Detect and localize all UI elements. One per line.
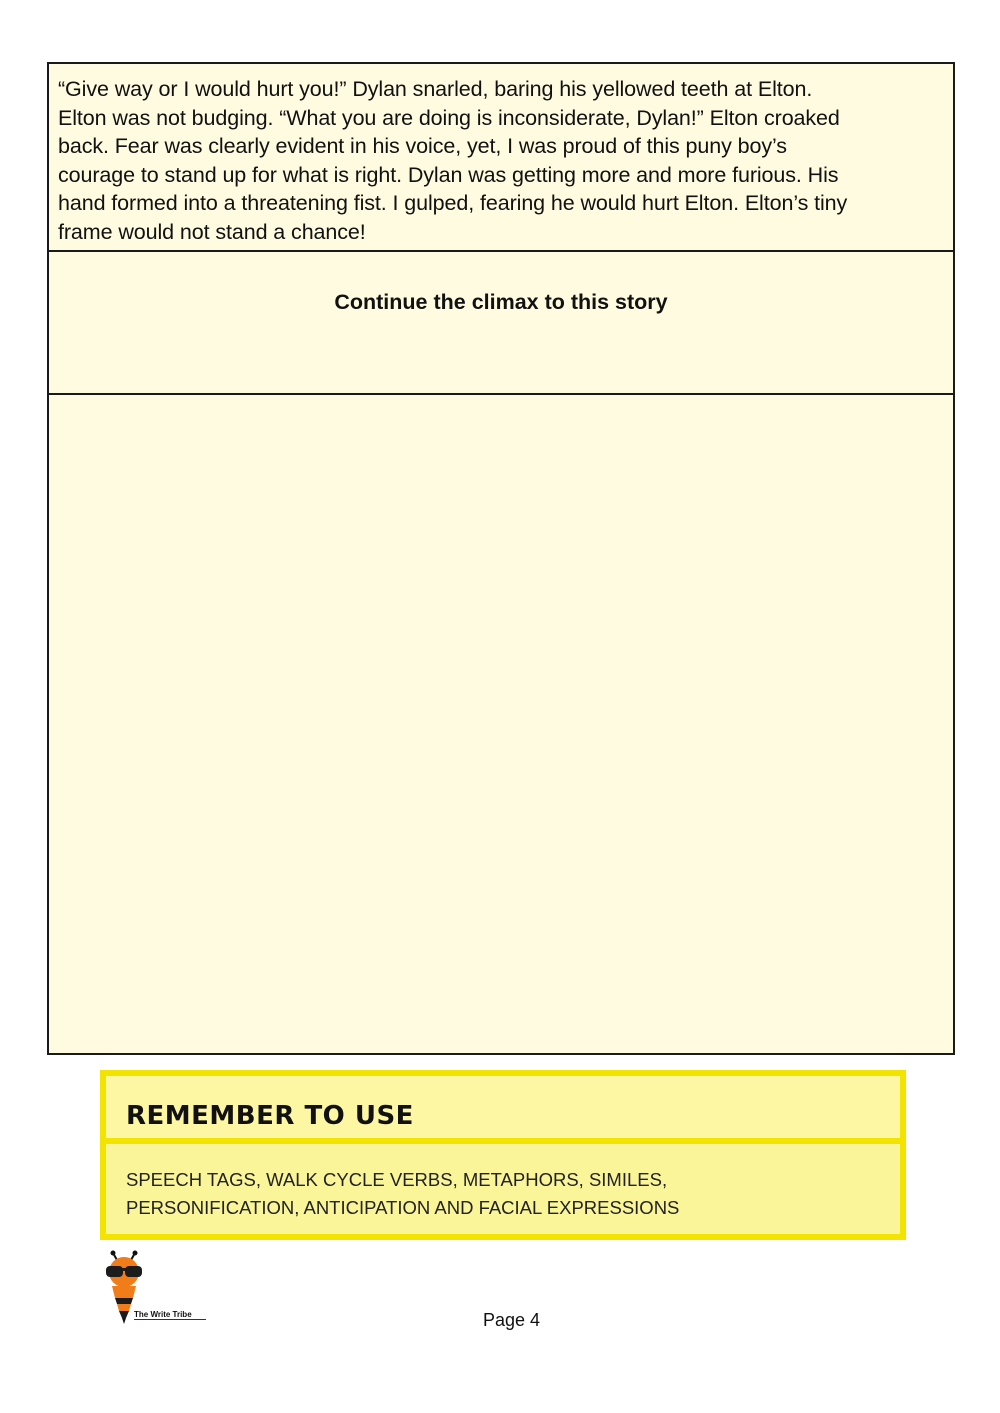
- remember-list: [126, 1166, 679, 1222]
- story-line: courage to stand up for what is right. Dylan was getting more and more furious. His: [58, 162, 839, 187]
- story-line: “Give way or I would hurt you!” Dylan snarled, baring his yellowed teeth at Elton.: [58, 77, 813, 101]
- remember-title: REMEMBER TO USE: [126, 1101, 414, 1131]
- story-line: back. Fear was clearly evident in his voice, yet, I was proud of this puny boy’s: [58, 134, 787, 159]
- remember-header: [106, 1076, 900, 1144]
- instruction-heading: Continue the climax to this story: [49, 252, 953, 395]
- story-passage: [49, 64, 953, 252]
- story-line: hand formed into a threatening fist. I gulped, fearing he would hurt Elton. Elton’s tiny: [58, 191, 848, 216]
- story-line: Elton was not budging. “What you are doing is inconsiderate, Dylan!” Elton croaked: [58, 105, 840, 130]
- remember-line: SPEECH TAGS, WALK CYCLE VERBS, METAPHORS, SIMILES,: [126, 1169, 668, 1190]
- remember-box: [100, 1070, 906, 1240]
- remember-line: PERSONIFICATION, ANTICIPATION AND FACIAL EXPRESSIONS: [126, 1197, 680, 1218]
- worksheet-table: [47, 62, 955, 1055]
- story-line: frame would not stand a chance!: [58, 219, 366, 244]
- logo-caption: The Write Tribe: [134, 1310, 206, 1320]
- page-number: Page 4: [483, 1310, 541, 1330]
- writing-area[interactable]: [49, 395, 953, 1053]
